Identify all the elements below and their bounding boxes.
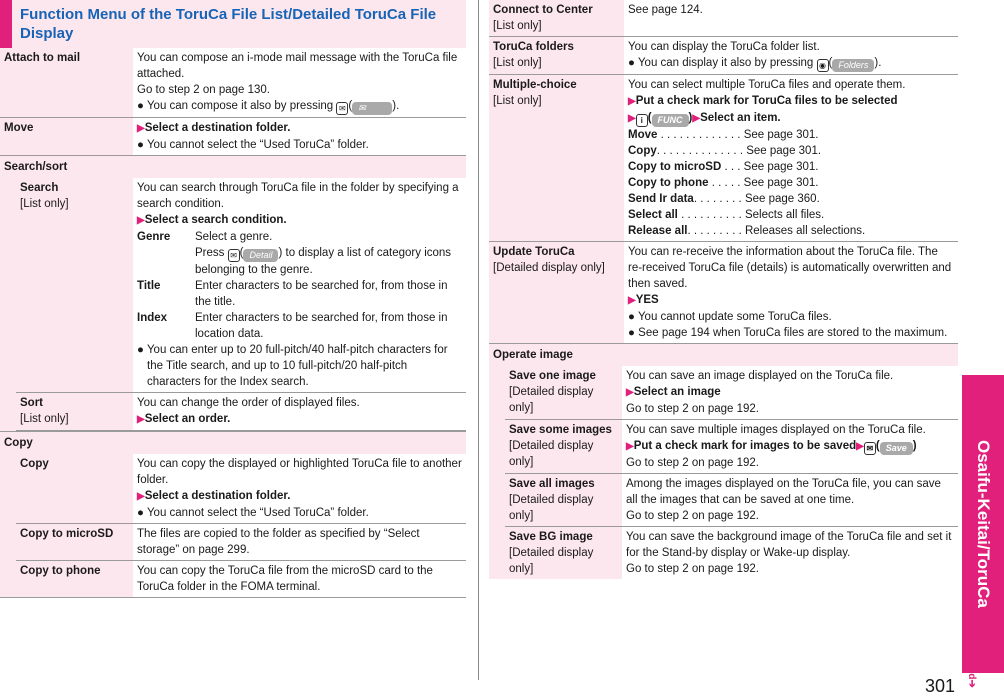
desc-text: Go to step 2 on page 192.: [626, 403, 759, 415]
desc-text: The files are copied to the folder as specified by “Select storage” on page 299.: [137, 528, 420, 556]
step: ▶Select an image: [626, 386, 721, 398]
step: ▶Put a check mark for images to be saved▶ ✉ ( Save ): [626, 440, 917, 453]
imode-key-icon: i: [636, 114, 648, 127]
row-label: ToruCa folders: [493, 41, 574, 53]
option-index: Index Enter characters to be searched for, from those in location data.: [137, 312, 448, 340]
note: ● You cannot update some ToruCa files.: [628, 311, 832, 323]
step: ▶Put a check mark for ToruCa files to be selected: [628, 95, 898, 107]
left-column: [0, 0, 466, 598]
row-search: [16, 178, 466, 393]
row-label: Move: [4, 122, 34, 134]
row-label: Sort: [20, 397, 43, 409]
detail-softkey-icon: Detail: [243, 249, 278, 262]
step-arrow-icon: ▶: [626, 441, 634, 452]
camera-key-icon: ◉: [817, 59, 829, 72]
multi-item: Send Ir data. . . . . . . . See page 360.: [628, 193, 820, 205]
step-arrow-icon: ▶: [692, 113, 701, 124]
row-connect-to-center: [489, 0, 958, 37]
row-copy-to-microsd: [16, 524, 466, 561]
multi-item: Copy. . . . . . . . . . . . . . See page 301.: [628, 145, 822, 157]
row-label: Save one image: [509, 370, 596, 382]
step: ▶ i ( FUNC )▶Select an item.: [628, 112, 781, 125]
step-arrow-icon: ▶: [628, 96, 636, 107]
section-heading: Search/sort: [4, 161, 68, 173]
row-save-one-image: [505, 366, 958, 420]
row-label: Copy to microSD: [20, 528, 114, 540]
row-sublabel: [List only]: [20, 413, 69, 425]
row-sublabel: [List only]: [493, 57, 542, 69]
row-label: Save some images: [509, 424, 612, 436]
desc-text: You can search through ToruCa file in the folder by specifying a search condition.: [137, 182, 459, 210]
row-save-bg-image: [505, 527, 958, 579]
desc-text: You can select multiple ToruCa files and operate them.: [628, 79, 906, 91]
desc-text: Go to step 2 on page 192.: [626, 563, 759, 575]
desc-text: You can copy the ToruCa file from the microSD card to the ToruCa folder in the FOMA terminal.: [137, 565, 433, 593]
desc-text: You can change the order of displayed files.: [137, 397, 360, 409]
mail-key-icon: ✉: [336, 102, 348, 115]
step-arrow-icon: ▶: [137, 123, 145, 134]
row-move: [0, 118, 466, 156]
note: ● You can enter up to 20 full-pitch/40 half-pitch characters for the Title search, and up to 10 full-pitch/20 half-pitch characters for the Index search.: [137, 344, 448, 388]
func-softkey-icon: FUNC: [652, 114, 689, 127]
multi-item: Release all. . . . . . . . . Releases all selections.: [628, 225, 866, 237]
step: ▶Select an order.: [137, 413, 231, 425]
step-arrow-icon: ▶: [137, 414, 145, 425]
step: ▶Select a destination folder.: [137, 122, 291, 134]
desc-text: You can save an image displayed on the ToruCa file.: [626, 370, 894, 382]
mail-key-icon: ✉: [864, 442, 876, 455]
row-toruca-folders: [489, 37, 958, 75]
multi-item: Copy to phone . . . . . See page 301.: [628, 177, 819, 189]
row-label: Copy to phone: [20, 565, 101, 577]
row-label: Search: [20, 182, 59, 194]
desc-text: Go to step 2 on page 130.: [137, 84, 270, 96]
column-divider: [478, 0, 479, 680]
row-sublabel: [Detailed display only]: [509, 547, 594, 575]
note: ● You cannot select the “Used ToruCa” folder.: [137, 507, 369, 519]
note: ● You can compose it also by pressing ✉ ( ✉ ).: [137, 100, 400, 113]
desc-text: See page 124.: [628, 4, 703, 16]
row-sublabel: [Detailed display only]: [509, 440, 594, 468]
step-arrow-icon: ▶: [626, 387, 634, 398]
row-label: Connect to Center: [493, 4, 593, 16]
desc-text: You can save the background image of the ToruCa file and set it for the Stand-by display or Wake-up display.: [626, 531, 952, 559]
mail-key-icon: ✉: [228, 249, 240, 262]
desc-text: You can compose an i-mode mail message with the ToruCa file attached.: [137, 52, 458, 80]
row-sublabel: [Detailed display only]: [493, 262, 605, 274]
row-label: Attach to mail: [4, 52, 81, 64]
note: ● See page 194 when ToruCa files are stored to the maximum.: [628, 327, 948, 339]
row-copy: [16, 454, 466, 524]
step-arrow-icon: ▶: [137, 215, 145, 226]
multi-item: Copy to microSD . . . See page 301.: [628, 161, 819, 173]
desc-text: You can copy the displayed or highlighted ToruCa file to another folder.: [137, 458, 462, 486]
chapter-tab-label: Osaifu-Keitai/ToruCa: [974, 440, 993, 608]
continued-marker: Continued➔: [966, 630, 977, 688]
desc-text: You can re-receive the information about the ToruCa file. The re-received ToruCa file (details) is automatically overwritten and then saved.: [628, 246, 952, 290]
row-update-toruca: [489, 242, 958, 344]
desc-text: Go to step 2 on page 192.: [626, 510, 759, 522]
save-softkey-icon: Save: [880, 442, 913, 455]
desc-text: You can display the ToruCa folder list.: [628, 41, 820, 53]
mail-softkey-icon: ✉: [352, 102, 392, 115]
multi-item: Select all . . . . . . . . . . Selects all files.: [628, 209, 825, 221]
section-heading: Operate image: [493, 349, 573, 361]
note: ● You can display it also by pressing ◉ ( Folders ).: [628, 57, 882, 70]
section-operate-image: [489, 344, 958, 579]
row-sublabel: [Detailed display only]: [509, 494, 594, 522]
row-sort: [16, 393, 466, 431]
row-sublabel: [List only]: [20, 198, 69, 210]
multi-item: Move . . . . . . . . . . . . . See page 301.: [628, 129, 819, 141]
page-title: Function Menu of the ToruCa File List/Detailed ToruCa File Display: [0, 0, 466, 48]
step: ▶YES: [628, 294, 659, 306]
option-genre: Genre Select a genre. Press ✉ ( Detail ) to display a list of category icons belonging to the genre.: [137, 231, 452, 276]
desc-text: You can save multiple images displayed on the ToruCa file.: [626, 424, 926, 436]
row-label: Update ToruCa: [493, 246, 575, 258]
step: ▶Select a destination folder.: [137, 490, 291, 502]
desc-text: Among the images displayed on the ToruCa file, you can save all the images that can be saved at one time.: [626, 478, 941, 506]
row-save-all-images: [505, 474, 958, 527]
option-title: Title Enter characters to be searched for, from those in the title.: [137, 280, 448, 308]
row-copy-to-phone: [16, 561, 466, 597]
step-arrow-icon: ▶: [137, 491, 145, 502]
right-column: [489, 0, 958, 579]
row-sublabel: [Detailed display only]: [509, 386, 594, 414]
row-sublabel: [List only]: [493, 95, 542, 107]
row-save-some-images: [505, 420, 958, 474]
row-label: Save all images: [509, 478, 595, 490]
section-search-sort: [0, 156, 466, 432]
step-arrow-icon: ▶: [628, 113, 636, 124]
section-copy: [0, 432, 466, 598]
note: ● You cannot select the “Used ToruCa” folder.: [137, 139, 369, 151]
row-label: Copy: [20, 458, 49, 470]
row-label: Save BG image: [509, 531, 593, 543]
row-label: Multiple-choice: [493, 79, 577, 91]
multi-items-list: [628, 127, 954, 239]
desc-text: Go to step 2 on page 192.: [626, 457, 759, 469]
step-arrow-icon: ▶: [628, 295, 636, 306]
row-attach-to-mail: [0, 48, 466, 118]
folders-softkey-icon: Folders: [832, 59, 874, 72]
step: ▶Select a search condition.: [137, 214, 287, 226]
section-heading: Copy: [4, 437, 33, 449]
step-arrow-icon: ▶: [856, 441, 864, 452]
row-multiple-choice: [489, 75, 958, 242]
page-number: 301: [925, 676, 956, 696]
row-sublabel: [List only]: [493, 20, 542, 32]
chapter-tab: [962, 375, 1004, 673]
